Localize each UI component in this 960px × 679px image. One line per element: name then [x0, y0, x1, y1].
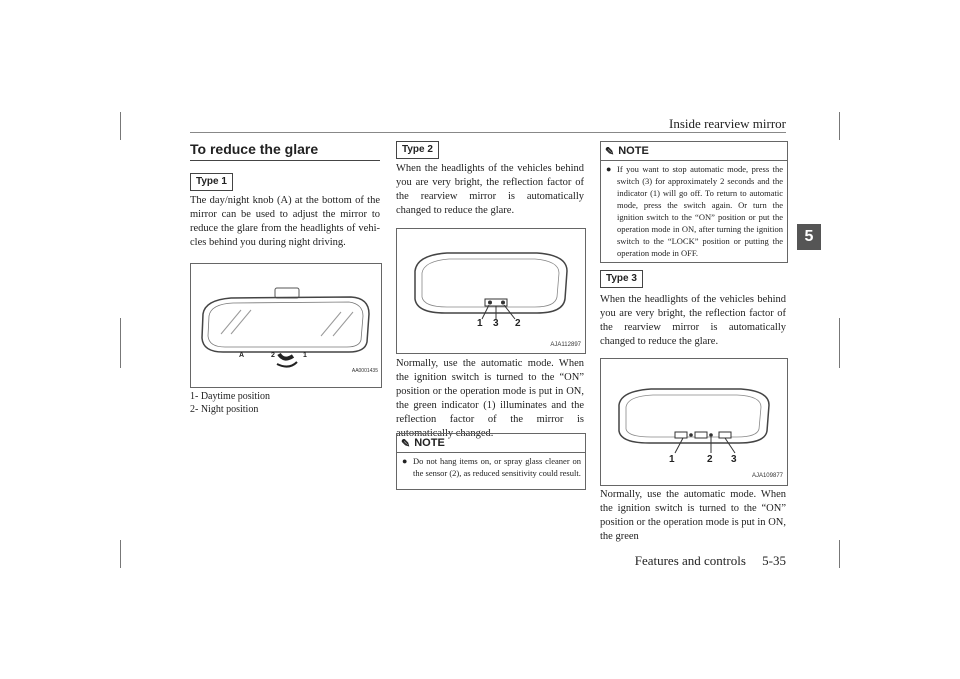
type-2-label: Type 2 — [396, 141, 439, 159]
note-box — [600, 141, 788, 263]
col3-body-1: When the headlights of the vehicles behind you are very bright, the reflection factor of the rearview mirror is automatically changed to reduce the glare. — [600, 294, 786, 347]
crop-mark — [839, 540, 840, 568]
note-item — [397, 453, 585, 482]
note-item-text: If you want to stop automatic mode, press the switch (3) for approximately 2 seconds and the indicator (1) will go off. To return to automatic mode, press the switch again. Or turn the ignition switch to the “ON” position or put the operation mode in ON, after turning the ignition switch to the “LOCK” position or putting the operation mode in OFF. — [617, 164, 783, 258]
figure-label: 2 — [707, 454, 713, 465]
note-header — [601, 142, 787, 161]
chapter-tab: 5 — [797, 224, 821, 250]
mirror-figure-type1 — [190, 263, 382, 388]
crop-mark — [839, 112, 840, 140]
figure-label: 2 — [515, 318, 521, 329]
figure-label: 2 — [271, 352, 275, 359]
mirror-figure-type3 — [600, 358, 788, 486]
section-title: To reduce the glare — [190, 141, 380, 161]
figure-code: AA0001435 — [351, 368, 378, 374]
mirror-illustration — [601, 359, 787, 485]
note-item-text: Do not hang items on, or spray glass cleaner on the sensor (2), as reduced sensitivity could result. — [413, 456, 581, 478]
mirror-figure-type2 — [396, 228, 586, 354]
col3-body-2: Normally, use the automatic mode. When the ignition switch is turned to the “ON” position or the operation mode is put in ON, the green — [600, 489, 786, 542]
note-title: NOTE — [414, 437, 445, 449]
crop-mark — [120, 540, 121, 568]
bullet-icon: ● — [402, 456, 408, 466]
note-icon: ✎ — [401, 437, 411, 450]
running-header: Inside rearview mirror — [669, 116, 786, 131]
figure-code: AJA109877 — [751, 473, 783, 479]
note-item — [601, 161, 787, 262]
bullet-icon: ● — [606, 164, 612, 174]
col2-body-1: When the headlights of the vehicles behind you are very bright, the reflection factor of the rearview mirror is automatically changed to reduce the glare. — [396, 163, 584, 216]
note-icon: ✎ — [605, 145, 615, 158]
crop-mark — [120, 318, 121, 368]
col2-body-2: Normally, use the automatic mode. When the ignition switch is turned to the “ON” position or the operation mode is put in ON, the green indicator (1) illuminates and the reflection factor of the mirror is automatically changed. — [396, 358, 584, 439]
header-rule — [190, 132, 786, 133]
caption-2: 2- Night position — [190, 404, 259, 415]
crop-mark — [839, 318, 840, 368]
type-3-label: Type 3 — [600, 270, 643, 288]
col1-body: The day/night knob (A) at the bottom of the mirror can be used to adjust the mirror to reduce the glare from the headlights of vehi-cles behind you during night driving. — [190, 195, 380, 248]
figure-label: A — [239, 352, 245, 359]
page-footer: Features and controls 5-35 — [634, 553, 786, 568]
caption-1: 1- Daytime position — [190, 391, 270, 402]
figure-label: 3 — [731, 454, 737, 465]
type-1-label: Type 1 — [190, 173, 233, 191]
figure-label: 1 — [303, 352, 307, 359]
note-header — [397, 434, 585, 453]
figure-label: 1 — [477, 318, 483, 329]
figure-label: 3 — [493, 318, 499, 329]
mirror-illustration — [397, 229, 585, 353]
figure-code: AJA112897 — [550, 342, 581, 348]
crop-mark — [120, 112, 121, 140]
note-title: NOTE — [618, 145, 649, 157]
figure-label: 1 — [669, 454, 675, 465]
note-box — [396, 433, 586, 490]
